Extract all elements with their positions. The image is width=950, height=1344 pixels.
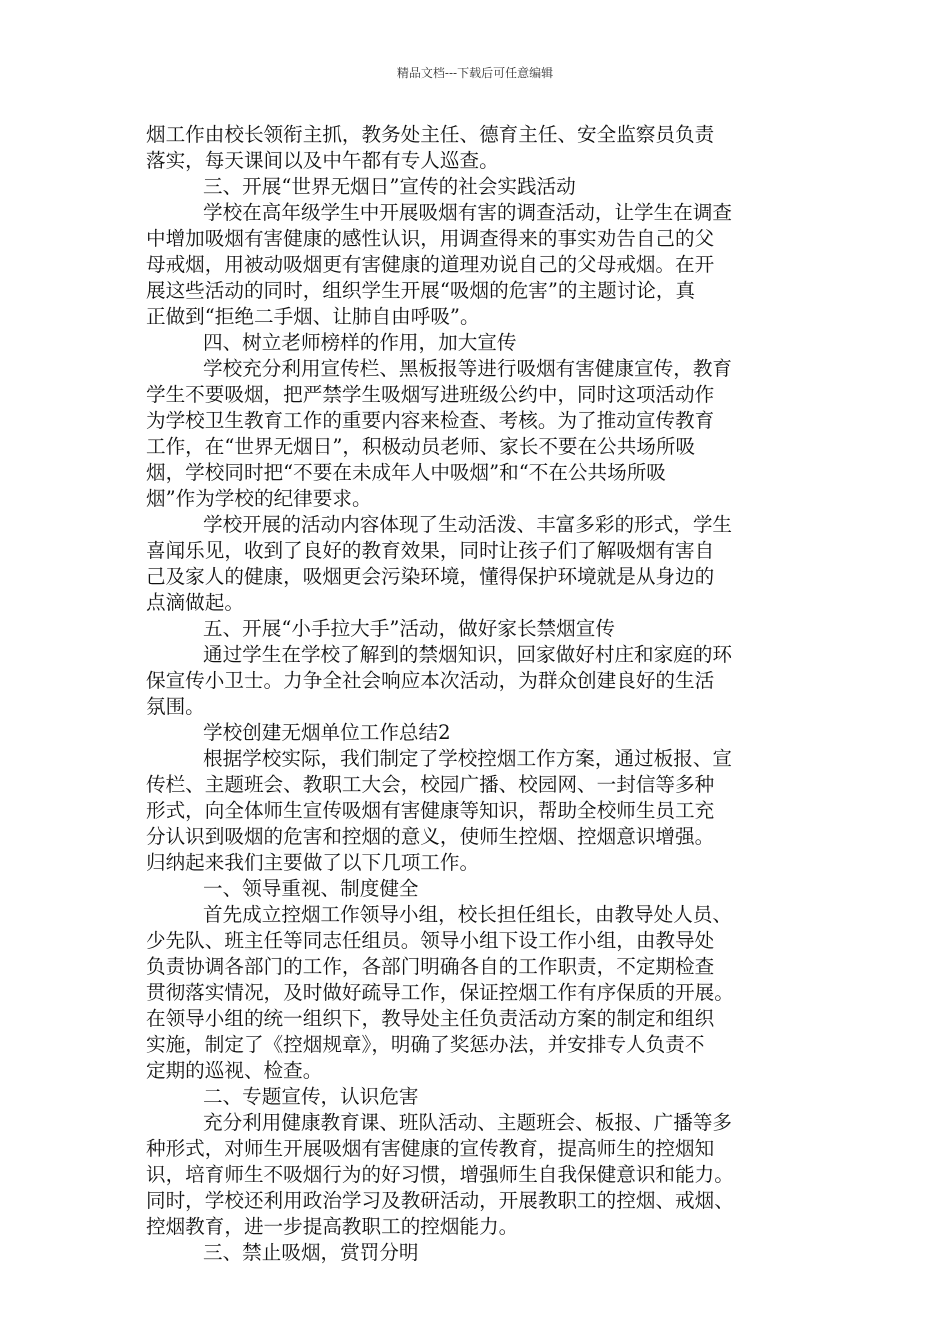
- text-line: 学生不要吸烟，把严禁学生吸烟写进班级公约中，同时这项活动作: [146, 383, 715, 406]
- text-line: 保宣传小卫士。力争全社会响应本次活动，为群众创建良好的生活: [146, 669, 715, 692]
- text-line: 根据学校实际，我们制定了学校控烟工作方案，通过板报、宣: [203, 747, 733, 770]
- text-line: 己及家人的健康，吸烟更会污染环境，懂得保护环境就是从身边的: [146, 565, 715, 588]
- text-line: 点滴做起。: [146, 591, 244, 614]
- text-line: 氛围。: [146, 695, 205, 718]
- text-line: 正做到“拒绝二手烟、让肺自由呼吸”。: [146, 305, 480, 328]
- text-line: 五、开展“小手拉大手”活动，做好家长禁烟宣传: [203, 617, 615, 640]
- text-line: 烟”作为学校的纪律要求。: [146, 487, 372, 510]
- text-line: 首先成立控烟工作领导小组，校长担任组长，由教导处人员、: [203, 903, 733, 926]
- text-line: 二、专题宣传，认识危害: [203, 1085, 419, 1108]
- text-line: 落实，每天课间以及中午都有专人巡查。: [146, 149, 499, 172]
- text-line: 学校开展的活动内容体现了生动活泼、丰富多彩的形式，学生: [203, 513, 733, 536]
- text-line: 喜闻乐见，收到了良好的教育效果，同时让孩子们了解吸烟有害自: [146, 539, 715, 562]
- text-line: 四、树立老师榜样的作用，加大宣传: [203, 331, 517, 354]
- text-line: 烟，学校同时把“不要在未成年人中吸烟”和“不在公共场所吸: [146, 461, 666, 484]
- text-line: 控烟教育，进一步提高教职工的控烟能力。: [146, 1215, 519, 1238]
- document-body: [146, 122, 810, 1266]
- text-line: 少先队、班主任等同志任组员。领导小组下设工作小组，由教导处: [146, 929, 715, 952]
- text-line: 负责协调各部门的工作，各部门明确各自的工作职责，不定期检查: [146, 955, 715, 978]
- text-line: 母戒烟，用被动吸烟更有害健康的道理劝说自己的父母戒烟。在开: [146, 253, 715, 276]
- text-line: 在领导小组的统一组织下，教导处主任负责活动方案的制定和组织: [146, 1007, 715, 1030]
- text-line: 实施，制定了《控烟规章》，明确了奖惩办法，并安排专人负责不: [146, 1033, 705, 1056]
- text-line: 中增加吸烟有害健康的感性认识，用调查得来的事实劝告自己的父: [146, 227, 715, 250]
- text-line: 为学校卫生教育工作的重要内容来检查、考核。为了推动宣传教育: [146, 409, 715, 432]
- text-line: 归纳起来我们主要做了以下几项工作。: [146, 851, 480, 874]
- text-line: 通过学生在学校了解到的禁烟知识，回家做好村庄和家庭的环: [203, 643, 733, 666]
- text-line: 传栏、主题班会、教职工大会，校园广播、校园网、一封信等多种: [146, 773, 715, 796]
- text-line: 展这些活动的同时，组织学生开展“吸烟的危害”的主题讨论，真: [146, 279, 696, 302]
- text-line: 一、领导重视、制度健全: [203, 877, 419, 900]
- page-header: 精品文档---下载后可任意编辑: [396, 66, 554, 80]
- text-line: 工作，在“世界无烟日”，积极动员老师、家长不要在公共场所吸: [146, 435, 696, 458]
- text-line: 识，培育师生不吸烟行为的好习惯，增强师生自我保健意识和能力。: [146, 1163, 734, 1186]
- text-line: 同时，学校还利用政治学习及教研活动，开展教职工的控烟、戒烟、: [146, 1189, 734, 1212]
- text-line: 定期的巡视、检查。: [146, 1059, 323, 1082]
- text-line: 三、开展“世界无烟日”宣传的社会实践活动: [203, 175, 576, 198]
- text-line: 形式，向全体师生宣传吸烟有害健康等知识，帮助全校师生员工充: [146, 799, 715, 822]
- text-line: 学校在高年级学生中开展吸烟有害的调查活动，让学生在调查: [203, 201, 733, 224]
- text-line: 贯彻落实情况，及时做好疏导工作，保证控烟工作有序保质的开展。: [146, 981, 734, 1004]
- text-line: 学校创建无烟单位工作总结2: [203, 721, 451, 744]
- text-line: 学校充分利用宣传栏、黑板报等进行吸烟有害健康宣传，教育: [203, 357, 733, 380]
- text-line: 烟工作由校长领衔主抓，教务处主任、德育主任、安全监察员负责: [146, 123, 715, 146]
- text-line: 充分利用健康教育课、班队活动、主题班会、板报、广播等多: [203, 1111, 733, 1134]
- text-line: 种形式，对师生开展吸烟有害健康的宣传教育，提高师生的控烟知: [146, 1137, 715, 1160]
- text-line: 分认识到吸烟的危害和控烟的意义，使师生控烟、控烟意识增强。: [146, 825, 715, 848]
- text-line: 三、禁止吸烟，赏罚分明: [203, 1241, 419, 1264]
